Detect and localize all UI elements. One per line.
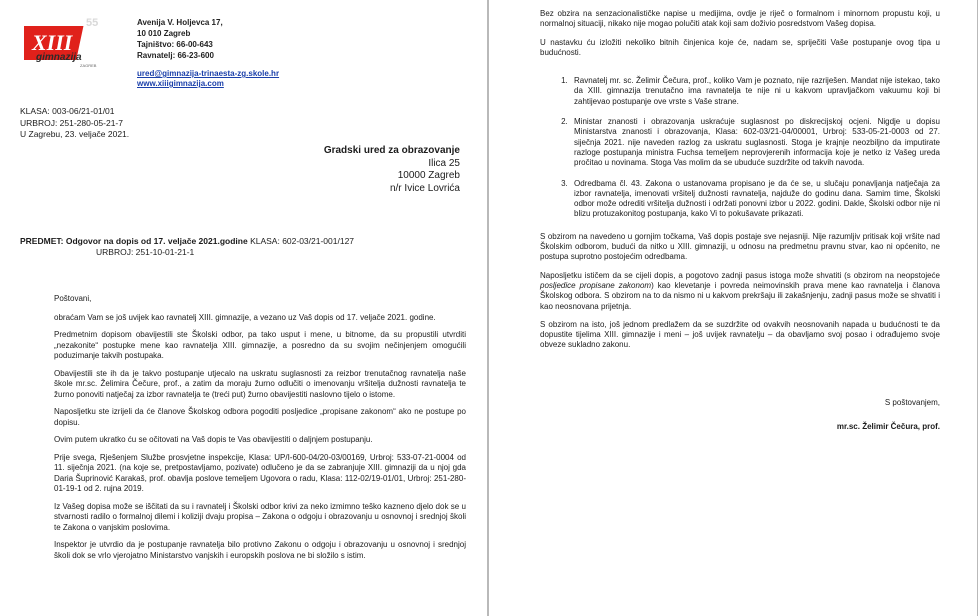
paragraph-italic: posljedice propisane zakonom [540, 280, 652, 290]
phone-tajnistvo: Tajništvo: 66-00-643 [137, 40, 213, 49]
logo-numeral: XIII [32, 30, 73, 55]
paragraph: Bez obzira na senzacionalističke napise u medijima, ovdje je riječ o formalnom i minornom propustu koji, u normalnoj situaciji, nikako nije mogao polučiti atak koji sam doživio posredstvom Vašeg dopisa. [540, 9, 940, 29]
school-address [137, 17, 223, 61]
paragraph: S obzirom na isto, još jednom predlažem da se suzdržite od ovakvih neosnovanih napada u budućnosti te da dopustite tijelima XIII. gimnazije i meni – još uvijek ravnatelju – da obavljamo svoj posao i odrađujemo svoje obveze sukladno zakonu. [540, 319, 940, 350]
paragraph: Naposljetku ste izrijeli da će članove Školskog odbora pogoditi posljedice „propisane zakonom“ ako ne postupe po dopisu. [54, 407, 466, 427]
paragraph: Inspektor je utvrdio da je postupanje ravnatelja bilo protivno Zakonu o odgoju i obrazovanju u osnovnoj i srednjoj školi dok se vrlo vjerojatno Ministarstvo vanjskih i europskih poslova ne bi složilo s istim. [54, 540, 466, 560]
facts-list [540, 76, 940, 220]
paragraph: S obzirom na navedeno u gornjim točkama, Vaš dopis postaje sve nejasniji. Nije razumljiv pritisak koji vršite nad Školskim odborom, budući da nitko u XIII. gimnaziji, u odnosu na predmetnu pravnu stvar, kao ni općenito, ne postupa suprotno postojećim odredbama. [540, 231, 940, 262]
recipient-city: 10000 Zagreb [397, 170, 460, 181]
paragraph [540, 271, 940, 312]
letter-body-left [54, 294, 466, 568]
paragraph: Iz Vašeg dopisa može se iščitati da su i ravnatelj i Školski odbor krivi za neko izmimno teško kazneno djelo dok se u stvarnosti radilo o formalnoj dilemi i koliziji dvaju propisa – Zakona o odgoju i obrazovanju u osnovnoj i srednjoj školi te Zakona o vanjskim poslovima. [54, 501, 466, 532]
subject-klasa: KLASA: 602-03/21-001/127 [250, 236, 355, 246]
contact-links [137, 69, 279, 89]
closing: S poštovanjem, [884, 398, 940, 407]
recipient-block [0, 145, 460, 195]
signature: mr.sc. Želimir Čečura, prof. [836, 422, 940, 431]
paragraph: Ovim putem ukratko ću se očitovati na Vaš dopis te Vas obavijestiti o daljnjem postupanju. [54, 435, 373, 444]
phone-ravnatelj: Ravnatelj: 66-23-600 [137, 51, 214, 60]
list-item: 3. Odredbama čl. 43. Zakona o ustanovama propisano je da će se, u slučaju ponavljanja natječaja za izbor ravnatelja, imenovati vršitelj dužnosti ravnatelja, najduže do godinu dana. Samim time, Školski odbor može odrediti vršitelja dužnosti i održati ponovni izbor u 2022. godini. Dakle, Školski odbor nije ni blizu protuzakonitog postupanja, kako Vi to pokušavate prikazati. [570, 179, 940, 220]
subject-urbroj: URBROJ: 251-10-01-21-1 [96, 247, 195, 257]
list-item: 1. Ravnatelj mr. sc. Želimir Čečura, prof., koliko Vam je poznato, nije razriješen. Mandat nije istekao, tako da XIII. gimnazija trenutačno ima ravnatelja te nije ni u kakvom upravljačkom vakuumu koji bi zahtijevao postupanje ove vrste s Vaše strane. [570, 76, 940, 107]
recipient-title: Gradski ured za obrazovanje [323, 145, 460, 156]
paragraph: obraćam Vam se još uvijek kao ravnatelj XIII. gimnazije, a vezano uz Vaš dopis od 17. veljače 2021. godine. [54, 312, 436, 322]
paragraph-part: ) kao klevetanje i povreda neimovinskih prava mene kao ravnatelja i članova Školskog odbora. S obzirom na to da nismo ni u kakvom prekršaju ili zakašnjenju, zadnji pasus može se shvatiti i kao neosnovana prijetnja. [540, 280, 940, 311]
subject-label: PREDMET: [20, 236, 64, 246]
paragraph: Predmetnim dopisom obavijestili ste Školski odbor, pa tako usput i mene, u bitnome, da su propustili utvrditi „nezakonite“ postupke mene kao ravnatelja XIII. gimnazije, a posredno da su svojim nečinjenjem omogućili poduzimanje takvih postupaka. [54, 330, 466, 360]
urbroj: URBROJ: 251-280-05-21-7 [20, 117, 123, 128]
recipient-street: Ilica 25 [428, 157, 460, 169]
email-link[interactable]: ured@gimnazija-trinaesta-zg.skole.hr [137, 69, 280, 78]
school-logo [24, 14, 110, 70]
address-street: Avenija V. Holjevca 17, [137, 18, 223, 27]
greeting: Poštovani, [54, 294, 92, 303]
klasa: KLASA: 003-06/21-01/01 [20, 106, 115, 116]
logo-number: 55 [86, 17, 99, 29]
left-page [0, 0, 486, 616]
subject-text: Odgovor na dopis od 17. veljače 2021.godine [65, 236, 248, 246]
list-item: 2. Ministar znanosti i obrazovanja uskraćuje suglasnost po diskrecijskoj ocjeni. Nigdje u dopisu Ministarstva znanosti i obrazovanja, Klasa: 602-03/21-04/00001, Urbroj: 533-05-21-0003 od 27. siječnja 2021. nije naveden razlog za uskratu suglasnosti. Stoga je krajnje neozbiljno da imputirate razloge postupanja ministra Fuchsa temeljem neprovjerenih informacija koje je netko iz Vašeg ureda pročitao u novinama. Stoga Vas molim da se ubuduće suzdržite od takvih navoda. [570, 117, 940, 168]
recipient-attention: n/r Ivice Lovrića [389, 182, 460, 194]
paragraph-part: Naposljetku ističem da se cijeli dopis, a pogotovo zadnji pasus istoga može shvatiti (s obzirom na neopstojeće [540, 270, 940, 280]
place-date: U Zagrebu, 23. veljače 2021. [20, 129, 130, 139]
logo-city: ZAGREB [80, 63, 97, 68]
paragraph: Prije svega, Rješenjem Službe prosvjetne inspekcije, Klasa: UP/I-600-04/20-03/00169, Urbroj: 533-07-21-0004 od 11. siječnja 2021. (na koje se, pretpostavljamo, pozivate) odlučeno je da se zabranjuje XIII. gimnaziji da u njoj gda Daria Šuprinović Karakaš, prof. obavlja poslove temeljem Ugovora o radu, Klasa: 112-02/19-01/01, Urbroj: 251-280-01-19-1 od 2. rujna 2019. [54, 452, 466, 493]
logo-word: gimnazija [36, 52, 82, 63]
reference-block [20, 106, 129, 141]
paragraph-intro: U nastavku ću izložiti nekoliko bitnih činjenica koje će, nadam se, spriječiti Vaše postupanje ovog tipa u budućnosti. [540, 37, 940, 57]
letter-body-right [540, 9, 940, 359]
page-divider [487, 0, 489, 616]
address-city: 10 010 Zagreb [137, 29, 191, 38]
subject-line [20, 236, 354, 248]
paragraph: Obavijestili ste ih da je takvo postupanje utjecalo na uskratu suglasnosti za reizbor trenutačnog ravnatelja naše škole mr.sc. Želimira Čečure, prof., a zatim da moraju žurno odlučiti o imenovanju vršitelja dužnosti ravnatelja te žurno ponoviti natječaj za izbor ravnatelja te (treći put) žurno obavijestiti naslovno tijelo o istome. [54, 368, 466, 399]
website-link[interactable]: www.xiiigimnazija.com [137, 79, 224, 88]
right-page [490, 0, 978, 616]
